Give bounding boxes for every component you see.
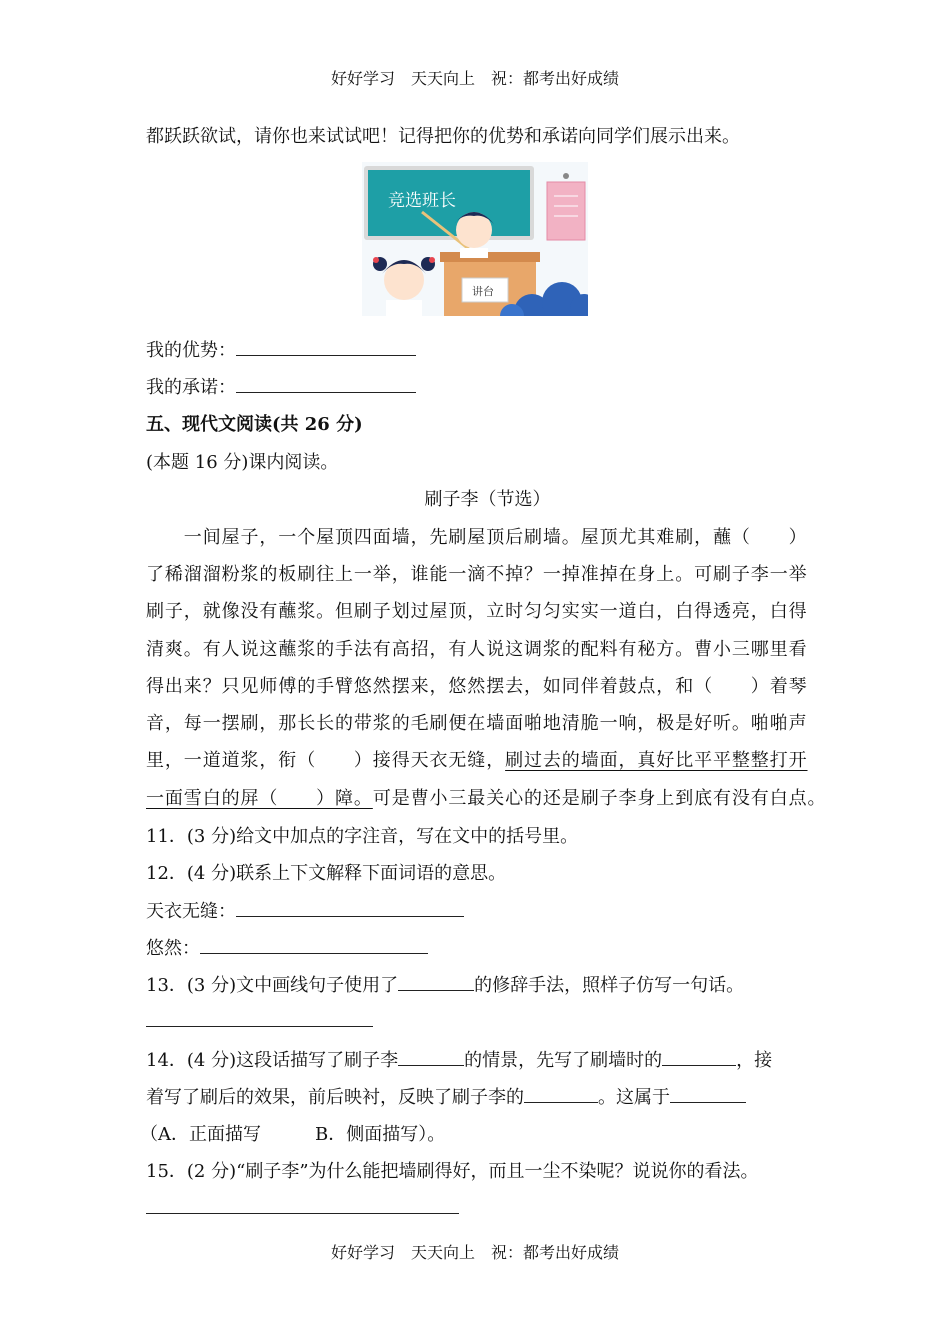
page-header: 好好学习 天天向上 祝：都考出好成绩 — [330, 69, 619, 88]
question-12: 12．(4 分)联系上下文解释下面词语的意思。 — [146, 863, 507, 884]
passage-text: 可是曹小三最关心的还是刷子李身上到底有没有白点。 — [372, 788, 827, 809]
answer-blank[interactable] — [662, 1047, 736, 1066]
promise-field — [146, 373, 416, 399]
passage-title: 刷子李（节选） — [424, 489, 551, 510]
question-text: 。这属于 — [598, 1087, 670, 1108]
term-label: 悠然： — [146, 938, 200, 959]
answer-blank[interactable] — [398, 972, 474, 991]
answer-blank[interactable] — [236, 898, 464, 917]
question-14-cont — [146, 1083, 746, 1109]
answer-blank[interactable] — [398, 1047, 464, 1066]
question-text: 的情景，先写了刷墙时的 — [464, 1050, 663, 1071]
advantage-blank[interactable] — [236, 337, 416, 356]
promise-blank[interactable] — [236, 374, 416, 393]
question-15: 15．(2 分)“刷子李”为什么能把墙刷得好，而且一尘不染呢？说说你的看法。 — [146, 1161, 759, 1182]
question-14-options: （A．正面描写 B．侧面描写）。 — [140, 1124, 446, 1145]
answer-blank[interactable] — [524, 1084, 598, 1103]
answer-line[interactable] — [146, 1213, 459, 1214]
question-12-a — [146, 897, 464, 923]
podium-text: 讲台 — [472, 285, 494, 298]
advantage-field — [146, 336, 416, 362]
question-14 — [146, 1046, 772, 1072]
underlined-sentence: 一面雪白的屏（ ）障。 — [146, 788, 373, 809]
answer-line[interactable] — [146, 1026, 373, 1027]
passage-line: 得出来？只见师傅的手臂悠然摆来，悠然摆去，如同伴着鼓点，和（ ）着琴 — [146, 676, 808, 697]
class-monitor-illustration — [362, 162, 588, 316]
wall-poster — [547, 182, 585, 240]
question-text: ，接 — [736, 1050, 773, 1071]
underlined-sentence: 刷过去的墙面，真好比平平整整打开 — [505, 750, 808, 771]
advantage-label: 我的优势： — [146, 340, 236, 361]
question-11: 11．(3 分)给文中加点的字注音，写在文中的括号里。 — [146, 826, 579, 847]
question-12-b — [146, 934, 428, 960]
question-text: 的修辞手法，照样子仿写一句话。 — [474, 975, 745, 996]
passage-line — [146, 746, 808, 772]
question-text: 着写了刷后的效果，前后映衬，反映了刷子李的 — [146, 1087, 524, 1108]
section-title: 五、现代文阅读(共 26 分) — [146, 414, 363, 435]
section-subtitle: (本题 16 分)课内阅读。 — [146, 452, 339, 473]
passage-text: 里，一道道浆，衔（ ）接得天衣无缝， — [146, 750, 506, 771]
question-text: 13．(3 分)文中画线句子使用了 — [146, 975, 399, 996]
term-label: 天衣无缝： — [146, 901, 236, 922]
board-text: 竞选班长 — [388, 191, 456, 211]
passage-line: 一间屋子，一个屋顶四面墙，先刷屋顶后刷墙。屋顶尤其难刷，蘸（ ） — [146, 527, 808, 548]
question-text: 14．(4 分)这段话描写了刷子李 — [146, 1050, 399, 1071]
passage-line: 了稀溜溜粉浆的板刷往上一举，谁能一滴不掉？一掉准掉在身上。可刷子李一举 — [146, 564, 808, 585]
answer-blank[interactable] — [670, 1084, 746, 1103]
passage-line — [146, 784, 826, 810]
question-13 — [146, 971, 744, 997]
passage-line: 音，每一摆刷，那长长的带浆的毛刷便在墙面啪地清脆一响，极是好听。啪啪声 — [146, 713, 808, 734]
passage-line: 刷子，就像没有蘸浆。但刷子划过屋顶，立时匀匀实实一道白，白得透亮，白得 — [146, 601, 808, 622]
page-footer: 好好学习 天天向上 祝：都考出好成绩 — [330, 1243, 619, 1262]
promise-label: 我的承诺： — [146, 377, 236, 398]
passage-line: 清爽。有人说这蘸浆的手法有高招，有人说这调浆的配料有秘方。曹小三哪里看 — [146, 639, 808, 660]
intro-line: 都跃跃欲试，请你也来试试吧！记得把你的优势和承诺向同学们展示出来。 — [146, 126, 740, 147]
answer-blank[interactable] — [200, 935, 428, 954]
